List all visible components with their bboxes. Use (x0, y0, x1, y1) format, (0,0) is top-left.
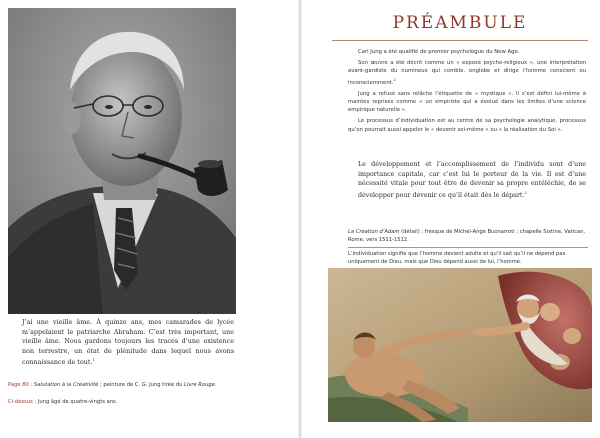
paragraph (348, 48, 586, 56)
title-divider (332, 40, 588, 41)
paragraph (348, 59, 586, 87)
quote-left-text: J’ai une vieille âme. À quinze ans, mes camarades de lycée m’appelaient le patriarche Abraham. C’est très important, une vieille âme. Nous gardons toujours les traces d’une existence non terrestre, un état de plénitude dans lequel nous avons connaissance de tout. (22, 318, 234, 367)
paragraph-text: Carl Jung a été qualifié de premier psychologue du New Age. (358, 49, 520, 55)
caption-rest: ; peinture de C. G. Jung tirée du (98, 382, 184, 388)
left-captions (8, 381, 278, 406)
jung-quote-right (358, 160, 586, 200)
caption-details: (détail) ; fresque de Michel-Ange Buonarroti ; chapelle Sixtine, Vatican, Rome, vers 1511-1512. (348, 229, 586, 243)
paragraph (348, 90, 586, 115)
caption-work: La Création d’Adam (348, 229, 400, 235)
quote-right-text: Le développement et l’accomplissement de l’individu sont d’une importance capitale, car c’est lui le porteur de la vie. Il est d’une nécessité vitale pour tout être de devenir sa propre entéléchie, de se développer pour devenir ce qu’il était dès le départ. (358, 161, 586, 199)
footnote-marker: 2 (393, 77, 396, 82)
photo-caption (8, 398, 278, 406)
caption-book: Livre Rouge (183, 382, 215, 388)
paragraph-text: Son œuvre a été décrit comme un « exposé psycho-religieux », une interprétation avant-gardiste du numineux qui comble, englobe et dirige l’homme conscient ou inconsciemment. (348, 60, 586, 86)
fresco-caption (348, 228, 588, 266)
preamble-body (348, 48, 586, 137)
jung-portrait-photo (8, 8, 236, 314)
caption-divider (348, 247, 588, 248)
caption-end: . (214, 382, 217, 388)
paragraph (348, 117, 586, 134)
page-title: PRÉAMBULE (392, 13, 528, 33)
caption-sub: L’individuation signifie que l’homme devient adulte et qu’il sait qu’il ne dépend pas uniquement de Dieu, mais que Dieu dépend aussi de lui, l’homme. (348, 251, 566, 265)
photo-caption-text: Jung âgé de quatre-vingts ans. (36, 399, 118, 405)
footnote-marker: 1 (92, 358, 95, 363)
paragraph-text: Jung a refusé sans relâche l’étiquette de « mystique ». Il s’est défini lui-même à maintes reprises comme « un empiriste qui a évolué dans les limites d’une science empirique naturelle ». (348, 90, 586, 114)
jung-quote-left (22, 318, 234, 368)
page-reference-caption (8, 381, 278, 389)
caption-work-title: Salutation à la Créativité (33, 382, 99, 388)
creation-of-adam-fresco (328, 268, 592, 422)
photo-caption-lead: Ci-dessus : (8, 399, 37, 405)
page-gutter (298, 0, 302, 438)
paragraph-text: Le processus d’individuation est au centre de sa psychologie analytique, processus qu’on pourrait aussi appeler le « devenir soi-même » ou « la réalisation du Soi ». (348, 118, 586, 133)
caption-page-ref: Page 80 : (8, 382, 33, 388)
footnote-marker: 3 (524, 190, 527, 195)
